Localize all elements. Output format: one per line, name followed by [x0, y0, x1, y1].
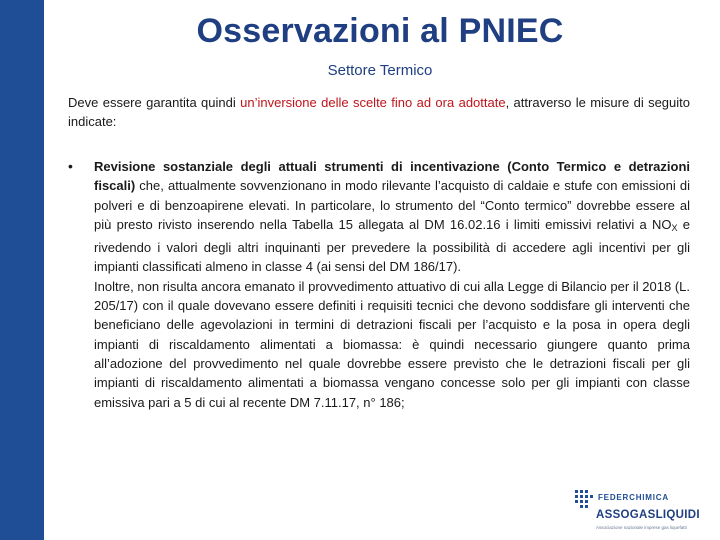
bullet-dot-icon: •: [68, 158, 73, 174]
bullet-paragraph-1: [94, 157, 690, 277]
intro-text-end: , attraverso le misure di seguito indicate:: [68, 95, 690, 129]
intro-highlight: un’inversione delle scelte fino ad ora adottate: [240, 95, 506, 110]
federchimica-label: FEDERCHIMICA: [598, 493, 669, 502]
list-item: [68, 157, 690, 412]
slide-subtitle: Settore Termico: [327, 62, 433, 79]
intro-text-start: Deve essere garantita quindi: [68, 95, 241, 110]
intro-paragraph: [68, 93, 690, 131]
federchimica-logo-icon: [574, 489, 594, 509]
logo-tagline: Associazione nazionale imprese gas liquefatti: [596, 525, 687, 530]
bullet-text-1: che, attualmente sovvenzionano in modo rilevante l’acquisto di caldaie e stufe con emissioni di polveri e di benzoapirene elevati. In particolare, lo strumento del “Conto termico” dovrebbe essere al più presto rivisto inserendo nella Tabella 15 allegata al DM 16.02.16 i limiti emissivi relativi a NO: [94, 178, 690, 232]
bullet-paragraph-2: Inoltre, non risulta ancora emanato il provvedimento attuativo di cui alla Legge di Bilancio per il 2018 (L. 205/17) con il quale dovevano essere definiti i requisiti tecnici che devono soddisfare gli interventi che beneficiano delle agevolazioni in termini di detrazioni fiscali per l’acquisto e la posa in opera degli impianti di riscaldamento alimentati a biomassa: è quindi necessario giungere quanto prima all’adozione del provvedimento nel quale dovrebbe essere previsto che le detrazioni fiscali per gli impianti di riscaldamento alimentati a biomassa vengano concesse solo per gli impianti con classe emissiva pari a 5 di cui al recente DM 7.11.17, n° 186;: [94, 278, 690, 410]
left-accent-bar: [0, 0, 44, 540]
slide-title: Osservazioni al PNIEC: [196, 12, 564, 50]
bullet-bold-text: Revisione sostanziale degli attuali strumenti di incentivazione (Conto Termico e detrazioni fiscali): [94, 159, 690, 194]
assogasliquidi-logo: [570, 487, 700, 535]
bullet-list: [68, 157, 690, 412]
assogasliquidi-label: ASSOGASLIQUIDI: [596, 509, 700, 521]
nox-subscript: X: [671, 222, 678, 233]
bullet-text-2: e rivedendo i valori degli altri inquinanti per prevedere la possibilità di accedere agli incentivi per gli impianti classificati almeno in classe 4 (ai sensi del DM 186/17).: [94, 216, 691, 275]
